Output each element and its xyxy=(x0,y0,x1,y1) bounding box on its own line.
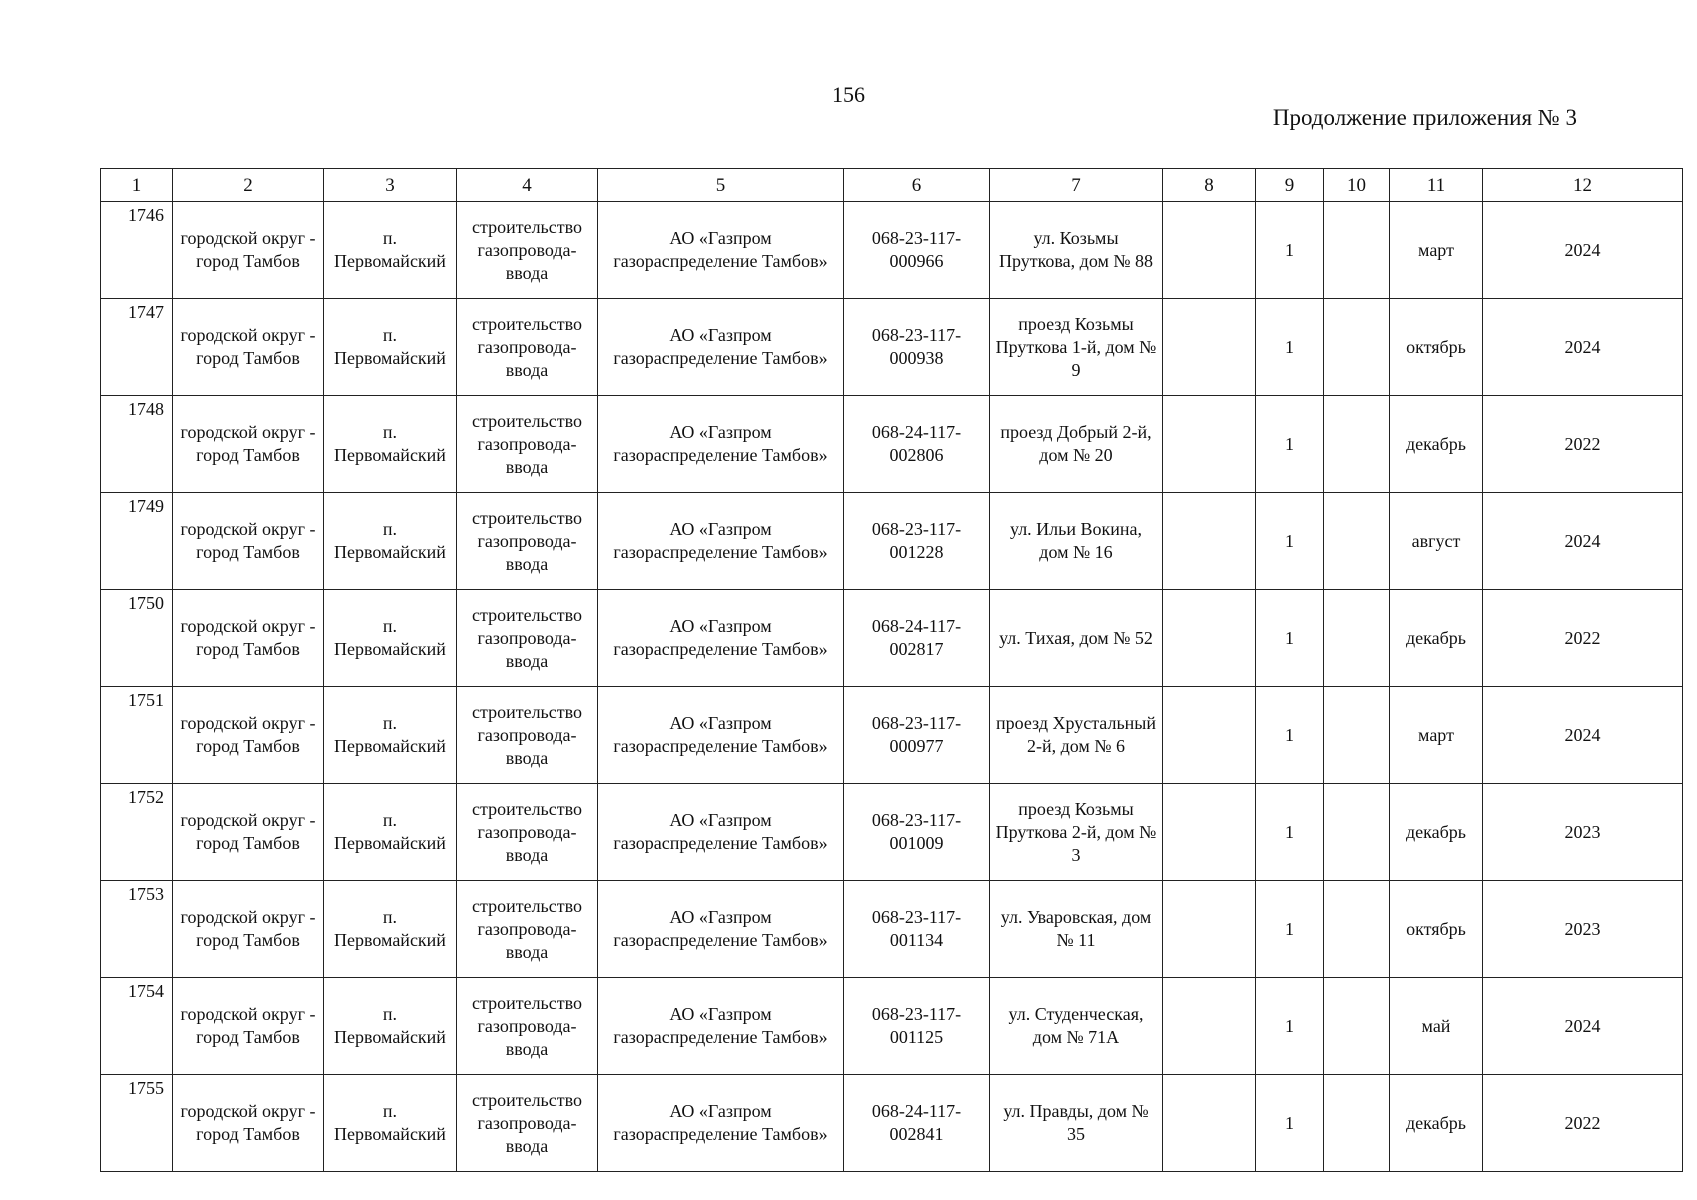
row-number-cell: 1751 xyxy=(101,687,173,784)
month-cell: март xyxy=(1390,202,1483,299)
organization-cell: АО «Газпром газораспределение Тамбов» xyxy=(598,687,844,784)
registry-table xyxy=(100,168,1683,1172)
row-number-cell: 1754 xyxy=(101,978,173,1075)
count-cell: 1 xyxy=(1256,202,1324,299)
district-cell: городской округ - город Тамбов xyxy=(173,396,324,493)
table-row xyxy=(101,299,1683,396)
object-code-cell: 068-23-117-001009 xyxy=(844,784,990,881)
work-type-cell: строительство газопровода-ввода xyxy=(457,590,598,687)
column-header: 9 xyxy=(1256,169,1324,202)
column-8-cell xyxy=(1163,687,1256,784)
count-cell: 1 xyxy=(1256,493,1324,590)
row-number-cell: 1752 xyxy=(101,784,173,881)
address-cell: ул. Студенческая, дом № 71А xyxy=(990,978,1163,1075)
count-cell: 1 xyxy=(1256,784,1324,881)
column-header: 10 xyxy=(1324,169,1390,202)
year-cell: 2023 xyxy=(1483,881,1683,978)
month-cell: октябрь xyxy=(1390,881,1483,978)
object-code-cell: 068-23-117-001228 xyxy=(844,493,990,590)
column-header: 1 xyxy=(101,169,173,202)
month-cell: декабрь xyxy=(1390,1075,1483,1172)
row-number-cell: 1755 xyxy=(101,1075,173,1172)
column-header: 5 xyxy=(598,169,844,202)
row-number-cell: 1748 xyxy=(101,396,173,493)
organization-cell: АО «Газпром газораспределение Тамбов» xyxy=(598,590,844,687)
district-cell: городской округ - город Тамбов xyxy=(173,881,324,978)
year-cell: 2024 xyxy=(1483,687,1683,784)
year-cell: 2022 xyxy=(1483,590,1683,687)
address-cell: проезд Козьмы Пруткова 1-й, дом № 9 xyxy=(990,299,1163,396)
column-header: 4 xyxy=(457,169,598,202)
table-row xyxy=(101,687,1683,784)
column-8-cell xyxy=(1163,590,1256,687)
month-cell: март xyxy=(1390,687,1483,784)
district-cell: городской округ - город Тамбов xyxy=(173,299,324,396)
organization-cell: АО «Газпром газораспределение Тамбов» xyxy=(598,299,844,396)
settlement-cell: п. Первомайский xyxy=(324,590,457,687)
work-type-cell: строительство газопровода-ввода xyxy=(457,978,598,1075)
work-type-cell: строительство газопровода-ввода xyxy=(457,202,598,299)
organization-cell: АО «Газпром газораспределение Тамбов» xyxy=(598,784,844,881)
organization-cell: АО «Газпром газораспределение Тамбов» xyxy=(598,202,844,299)
column-header: 3 xyxy=(324,169,457,202)
month-cell: декабрь xyxy=(1390,396,1483,493)
year-cell: 2024 xyxy=(1483,493,1683,590)
table-row xyxy=(101,978,1683,1075)
column-8-cell xyxy=(1163,784,1256,881)
table-row xyxy=(101,396,1683,493)
year-cell: 2024 xyxy=(1483,978,1683,1075)
count-cell: 1 xyxy=(1256,396,1324,493)
column-number-row xyxy=(101,169,1683,202)
column-header: 7 xyxy=(990,169,1163,202)
year-cell: 2022 xyxy=(1483,396,1683,493)
district-cell: городской округ - город Тамбов xyxy=(173,202,324,299)
count-cell: 1 xyxy=(1256,590,1324,687)
column-8-cell xyxy=(1163,202,1256,299)
settlement-cell: п. Первомайский xyxy=(324,978,457,1075)
column-header: 2 xyxy=(173,169,324,202)
organization-cell: АО «Газпром газораспределение Тамбов» xyxy=(598,1075,844,1172)
work-type-cell: строительство газопровода-ввода xyxy=(457,687,598,784)
row-number-cell: 1750 xyxy=(101,590,173,687)
column-8-cell xyxy=(1163,396,1256,493)
column-10-cell xyxy=(1324,202,1390,299)
work-type-cell: строительство газопровода-ввода xyxy=(457,493,598,590)
district-cell: городской округ - город Тамбов xyxy=(173,687,324,784)
column-header: 12 xyxy=(1483,169,1683,202)
column-header: 6 xyxy=(844,169,990,202)
column-8-cell xyxy=(1163,299,1256,396)
district-cell: городской округ - город Тамбов xyxy=(173,978,324,1075)
object-code-cell: 068-24-117-002817 xyxy=(844,590,990,687)
work-type-cell: строительство газопровода-ввода xyxy=(457,396,598,493)
district-cell: городской округ - город Тамбов xyxy=(173,784,324,881)
table-row xyxy=(101,1075,1683,1172)
settlement-cell: п. Первомайский xyxy=(324,881,457,978)
table-row xyxy=(101,881,1683,978)
column-10-cell xyxy=(1324,687,1390,784)
district-cell: городской округ - город Тамбов xyxy=(173,1075,324,1172)
object-code-cell: 068-23-117-000966 xyxy=(844,202,990,299)
count-cell: 1 xyxy=(1256,687,1324,784)
appendix-note: Продолжение приложения № 3 xyxy=(1272,105,1577,130)
column-10-cell xyxy=(1324,590,1390,687)
column-header: 11 xyxy=(1390,169,1483,202)
district-cell: городской округ - город Тамбов xyxy=(173,590,324,687)
address-cell: ул. Ильи Вокина, дом № 16 xyxy=(990,493,1163,590)
month-cell: декабрь xyxy=(1390,590,1483,687)
settlement-cell: п. Первомайский xyxy=(324,299,457,396)
column-10-cell xyxy=(1324,493,1390,590)
table-row xyxy=(101,493,1683,590)
address-cell: ул. Правды, дом № 35 xyxy=(990,1075,1163,1172)
work-type-cell: строительство газопровода-ввода xyxy=(457,784,598,881)
count-cell: 1 xyxy=(1256,978,1324,1075)
object-code-cell: 068-24-117-002806 xyxy=(844,396,990,493)
row-number-cell: 1753 xyxy=(101,881,173,978)
address-cell: проезд Козьмы Пруткова 2-й, дом № 3 xyxy=(990,784,1163,881)
year-cell: 2022 xyxy=(1483,1075,1683,1172)
address-cell: проезд Хрустальный 2-й, дом № 6 xyxy=(990,687,1163,784)
column-10-cell xyxy=(1324,881,1390,978)
address-cell: ул. Тихая, дом № 52 xyxy=(990,590,1163,687)
address-cell: ул. Уваровская, дом № 11 xyxy=(990,881,1163,978)
row-number-cell: 1746 xyxy=(101,202,173,299)
table-row xyxy=(101,590,1683,687)
organization-cell: АО «Газпром газораспределение Тамбов» xyxy=(598,978,844,1075)
row-number-cell: 1747 xyxy=(101,299,173,396)
work-type-cell: строительство газопровода-ввода xyxy=(457,299,598,396)
column-10-cell xyxy=(1324,396,1390,493)
count-cell: 1 xyxy=(1256,1075,1324,1172)
settlement-cell: п. Первомайский xyxy=(324,396,457,493)
object-code-cell: 068-24-117-002841 xyxy=(844,1075,990,1172)
object-code-cell: 068-23-117-000977 xyxy=(844,687,990,784)
count-cell: 1 xyxy=(1256,881,1324,978)
column-10-cell xyxy=(1324,784,1390,881)
work-type-cell: строительство газопровода-ввода xyxy=(457,1075,598,1172)
count-cell: 1 xyxy=(1256,299,1324,396)
column-8-cell xyxy=(1163,881,1256,978)
column-8-cell xyxy=(1163,978,1256,1075)
column-10-cell xyxy=(1324,1075,1390,1172)
year-cell: 2024 xyxy=(1483,202,1683,299)
month-cell: май xyxy=(1390,978,1483,1075)
settlement-cell: п. Первомайский xyxy=(324,202,457,299)
month-cell: декабрь xyxy=(1390,784,1483,881)
column-8-cell xyxy=(1163,493,1256,590)
column-header: 8 xyxy=(1163,169,1256,202)
year-cell: 2024 xyxy=(1483,299,1683,396)
district-cell: городской округ - город Тамбов xyxy=(173,493,324,590)
month-cell: август xyxy=(1390,493,1483,590)
organization-cell: АО «Газпром газораспределение Тамбов» xyxy=(598,396,844,493)
year-cell: 2023 xyxy=(1483,784,1683,881)
address-cell: ул. Козьмы Пруткова, дом № 88 xyxy=(990,202,1163,299)
organization-cell: АО «Газпром газораспределение Тамбов» xyxy=(598,493,844,590)
column-8-cell xyxy=(1163,1075,1256,1172)
settlement-cell: п. Первомайский xyxy=(324,493,457,590)
work-type-cell: строительство газопровода-ввода xyxy=(457,881,598,978)
organization-cell: АО «Газпром газораспределение Тамбов» xyxy=(598,881,844,978)
column-10-cell xyxy=(1324,299,1390,396)
column-10-cell xyxy=(1324,978,1390,1075)
address-cell: проезд Добрый 2-й, дом № 20 xyxy=(990,396,1163,493)
object-code-cell: 068-23-117-000938 xyxy=(844,299,990,396)
object-code-cell: 068-23-117-001134 xyxy=(844,881,990,978)
object-code-cell: 068-23-117-001125 xyxy=(844,978,990,1075)
settlement-cell: п. Первомайский xyxy=(324,1075,457,1172)
table-row xyxy=(101,784,1683,881)
row-number-cell: 1749 xyxy=(101,493,173,590)
page-number: 156 xyxy=(832,82,865,107)
settlement-cell: п. Первомайский xyxy=(324,687,457,784)
month-cell: октябрь xyxy=(1390,299,1483,396)
settlement-cell: п. Первомайский xyxy=(324,784,457,881)
table-row xyxy=(101,202,1683,299)
